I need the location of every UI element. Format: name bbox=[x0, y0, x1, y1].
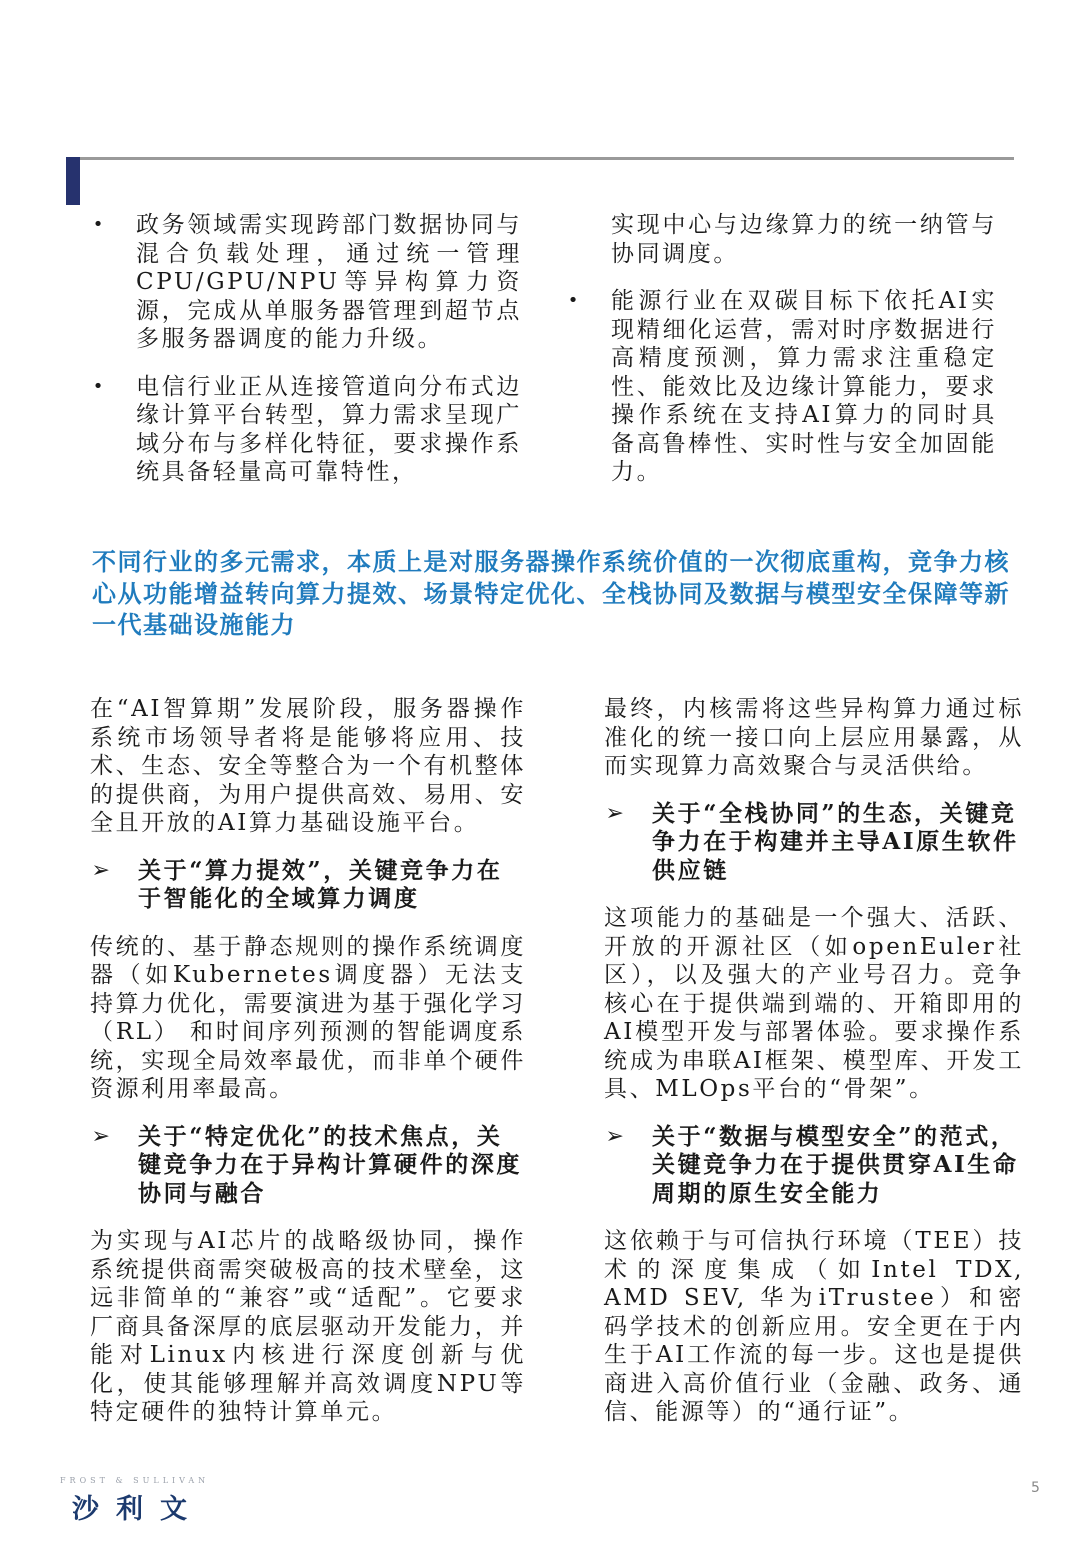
bullet-icon: • bbox=[92, 375, 104, 397]
section-heading-text: 关于“算力提效”，关键竞争力在于智能化的全域算力调度 bbox=[138, 856, 503, 912]
section-heading-compute-efficiency bbox=[90, 857, 526, 914]
section-heading-text: 关于“特定优化”的技术焦点，关键竞争力在于异构计算硬件的深度协同与融合 bbox=[138, 1122, 522, 1207]
section-headline: 不同行业的多元需求，本质上是对服务器操作系统价值的一次彻底重构，竞争力核心从功能增益转向算力提效、场景特定优化、全栈协同及数据与模型安全保障等新一代基础设施能力 bbox=[92, 547, 1010, 639]
section-body-specific-optimization: 为实现与AI芯片的战略级协同，操作系统提供商需突破极高的技术壁垒，这远非简单的“兼容”或“适配”。它要求厂商具备深厚的底层驱动开发能力，并能对Linux内核进行深度创新与优化，使其能够理解并高效调度NPU等特定硬件的独特计算单元。 bbox=[90, 1228, 526, 1425]
bullet-icon: • bbox=[92, 214, 104, 235]
logo-english-text: FROST & SULLIVAN bbox=[60, 1476, 210, 1485]
top-divider bbox=[66, 157, 1014, 160]
intro-paragraph: 在“AI智算期”发展阶段，服务器操作系统市场领导者将是能够将应用、技术、生态、安全等整合为一个有机整体的提供商，为用户提供高效、易用、安全且开放的AI算力基础设施平台。 bbox=[90, 696, 526, 836]
section-heading-specific-optimization bbox=[90, 1123, 526, 1209]
section-heading-data-model-security bbox=[604, 1123, 1024, 1209]
bullet-icon: • bbox=[567, 290, 579, 311]
bullet-text-energy: 能源行业在双碳目标下依托AI实现精细化运营，需对时序数据进行高精度预测，算力需求注重稳定性、能效比及边缘计算能力，要求操作系统在支持AI算力的同时具备高鲁棒性、实时性与安全加固能力。 bbox=[611, 288, 997, 485]
bullet-item bbox=[88, 373, 522, 487]
section-body-compute-efficiency: 传统的、基于静态规则的操作系统调度器（如Kubernetes调度器）无法支持算力优化，需要演进为基于强化学习（RL） 和时间序列预测的智能调度系统，实现全局效率最优，而非单个硬件资源利用率最高。 bbox=[90, 933, 526, 1102]
bullet-text-telecom: 电信行业正从连接管道向分布式边缘计算平台转型，算力需求呈现广域分布与多样化特征，要求操作系统具备轻量高可靠特性， bbox=[136, 373, 522, 485]
lower-left-column bbox=[90, 695, 526, 1427]
lower-right-column bbox=[604, 695, 1024, 1427]
bullet-continuation-telecom: 实现中心与边缘算力的统一纳管与协同调度。 bbox=[611, 212, 997, 267]
arrow-bullet-icon: ➢ bbox=[91, 1123, 113, 1149]
bullet-item bbox=[563, 287, 997, 487]
section-heading-full-stack bbox=[604, 800, 1024, 886]
section-accent-bar bbox=[66, 157, 80, 205]
arrow-bullet-icon: ➢ bbox=[91, 857, 113, 883]
arrow-bullet-icon: ➢ bbox=[605, 800, 627, 826]
arrow-bullet-icon: ➢ bbox=[605, 1123, 627, 1149]
logo-chinese-text: 沙利文 bbox=[72, 1494, 204, 1525]
section-heading-text: 关于“全栈协同”的生态，关键竞争力在于构建并主导AI原生软件供应链 bbox=[652, 799, 1019, 884]
bullet-text-government: 政务领域需实现跨部门数据协同与混合负载处理，通过统一管理CPU/GPU/NPU等异构算力资源，完成从单服务器管理到超节点多服务器调度的能力升级。 bbox=[136, 212, 522, 352]
bullet-item bbox=[88, 211, 522, 354]
top-left-column bbox=[88, 211, 522, 487]
page-number: 5 bbox=[1031, 1480, 1040, 1496]
top-right-column bbox=[563, 211, 997, 487]
section-heading-text: 关于“数据与模型安全”的范式，关键竞争力在于提供贯穿AI生命周期的原生安全能力 bbox=[652, 1122, 1019, 1207]
section-body-data-model-security: 这依赖于与可信执行环境（TEE）技术的深度集成（如Intel TDX, AMD SEV, 华为iTrustee）和密码学技术的创新应用。安全更在于内生于AI工作流的每一步。这也是提供商进入高价值行业（金融、政务、通信、能源等）的“通行证”。 bbox=[604, 1228, 1024, 1425]
section-body-full-stack: 这项能力的基础是一个强大、活跃、开放的开源社区（如openEuler社区），以及强大的产业号召力。竞争核心在于提供端到端的、开箱即用的AI模型开发与部署体验。要求操作系统成为串联AI框架、模型库、开发工具、MLOps平台的“骨架”。 bbox=[604, 905, 1024, 1102]
continuation-paragraph: 最终，内核需将这些异构算力通过标准化的统一接口向上层应用暴露，从而实现算力高效聚合与灵活供给。 bbox=[604, 696, 1024, 779]
